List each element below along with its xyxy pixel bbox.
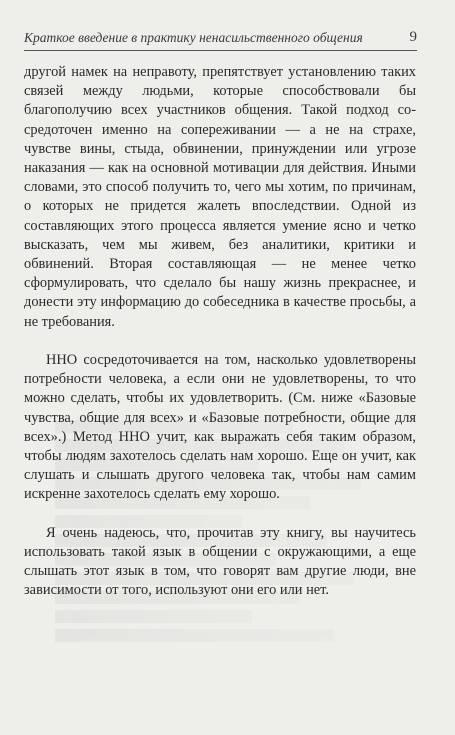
page-number: 9 (409, 29, 417, 45)
main-text (24, 63, 416, 620)
running-title: Краткое введение в практику ненасильственного общения (24, 30, 363, 45)
paragraph: другой намек на неправоту, препятствует установлению таких связей между людьми, которые способствовали бы благополучию всех участников общения. Такой подход сосредоточен именно на сопереживании — а не на страхе, чувстве вины, стыда, обвинении, принуждении или угрозе наказания — как на основной мотивации для действия. Иными словами, это способ получить то, чего мы хотим, по причинам, о которых не придется жалеть впоследствии. Одной из составляющих этого процесса является умение ясно и четко высказать, чем мы живем, без аналитики, критики и обвинений. Вторая составляющая — не менее четко сформулировать, что сделало бы нашу жизнь прекраснее, и донести эту информацию до собеседника в качестве просьбы, а не требования. (24, 64, 416, 330)
paragraph: ННО сосредоточивается на том, насколько удовлетворены потребности человека, а если они не удовлетворены, то что можно сделать, чтобы их удовлетворить. (См. ниже «Базовые чувства, общие для всех» и «Базовые потребности, общие для всех».) Метод ННО учит, как выражать себя таким образом, чтобы людям захотелось сделать нам хорошо. Еще он учит, как слушать и слышать другого человека так, чтобы нам самим искренне захотелось сделать ему хорошо. (24, 352, 416, 503)
header-rule (24, 50, 417, 51)
paragraph: Я очень надеюсь, что, прочитав эту книгу, вы научитесь использовать такой язык в общении с окружающими, а еще слышать этот язык в том, что говорят вам другие люди, вне зависимости от того, используют они его или нет. (24, 524, 416, 599)
